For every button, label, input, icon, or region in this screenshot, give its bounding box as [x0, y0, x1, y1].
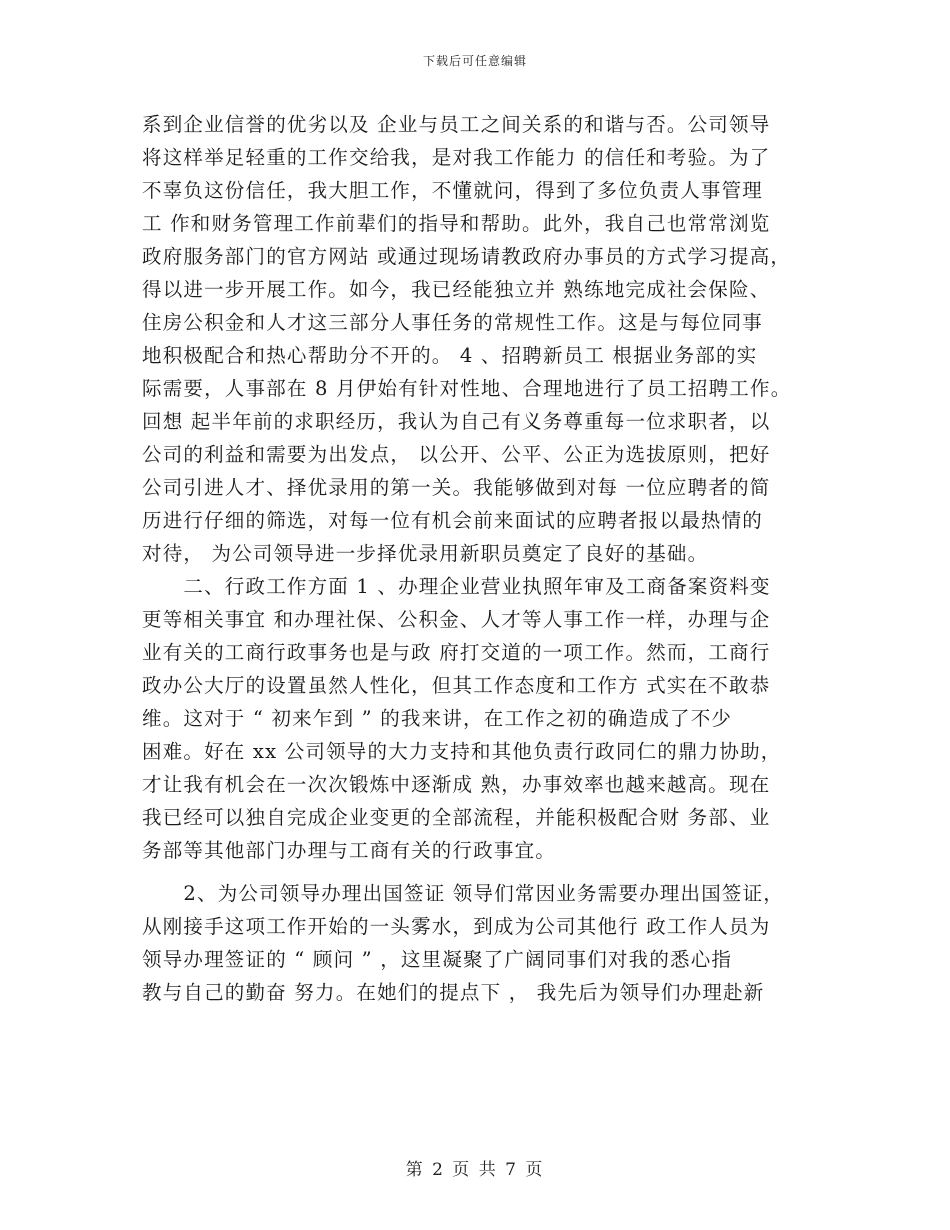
text-line: 更等相关事宜 和办理社保、公积金、人才等人事工作一样，办理与企 — [142, 608, 771, 631]
text-line: 教与自己的勤奋 努力。在她们的提点下 ， 我先后为领导们办理赴新 — [142, 981, 765, 1004]
text-line: 我已经可以独自完成企业变更的全部流程，并能积极配合财 务部、业 — [142, 806, 771, 829]
text-line: 历进行仔细的筛选，对每一位有机会前来面试的应聘者报以最热情的 — [142, 509, 764, 532]
text-line: 才让我有机会在一次次锻炼中逐渐成 熟，办事效率也越来越高。现在 — [142, 773, 771, 796]
text-line: 困难。好在 xx 公司领导的大力支持和其他负责行政同仁的鼎力协助， — [142, 740, 782, 763]
text-line: 公司的利益和需要为出发点， 以公开、公平、公正为选拔原则，把好 — [142, 443, 771, 466]
text-line: 业有关的工商行政事务也是与政 府打交道的一项工作。然而，工商行 — [142, 641, 771, 664]
document-body — [142, 108, 812, 1009]
text-line: 公司引进人才、择优录用的第一关。我能够做到对每 一位应聘者的简 — [142, 476, 771, 499]
text-line: 政办公大厅的设置虽然人性化，但其工作态度和工作方 式实在不敢恭 — [142, 674, 771, 697]
paragraph-start-line: 二、行政工作方面 1 、办理企业营业执照年审及工商备案资料变 — [142, 575, 771, 598]
page-header-note: 下载后可任意编辑 — [422, 54, 527, 68]
text-line: 际需要，人事部在 8 月伊始有针对性地、合理地进行了员工招聘工作。 — [142, 377, 792, 400]
text-line: 将这样举足轻重的工作交给我，是对我工作能力 的信任和考验。为了 — [142, 146, 771, 169]
text-line: 回想 起半年前的求职经历，我认为自己有义务尊重每一位求职者，以 — [142, 410, 771, 433]
text-line: 领导办理签证的 “ 顾问 ” ，这里凝聚了广阔同事们对我的悉心指 — [142, 948, 733, 971]
paragraph-start-line: 2、为公司领导办理出国签证 领导们常因业务需要办理出国签证， — [142, 882, 785, 905]
text-line: 不辜负这份信任，我大胆工作，不懂就问，得到了多位负责人事管理 — [142, 179, 764, 202]
page-number: 第 2 页 共 7 页 — [405, 1160, 545, 1180]
text-line: 从刚接手这项工作开始的一头雾水，到成为公司其他行 政工作人员为 — [142, 915, 771, 938]
text-line: 务部等其他部门办理与工商有关的行政事宜。 — [142, 839, 557, 862]
text-line: 地积极配合和热心帮助分不开的。 4 、招聘新员工 根据业务部的实 — [142, 344, 758, 367]
text-line: 工 作和财务管理工作前辈们的指导和帮助。此外，我自己也常常浏览 — [142, 212, 771, 235]
text-line: 维。这对于 “ 初来乍到 ” 的我来讲，在工作之初的确造成了不少 — [142, 707, 733, 730]
text-line: 系到企业信誉的优劣以及 企业与员工之间关系的和谐与否。公司领导 — [142, 113, 771, 136]
text-line: 住房公积金和人才这三部分人事任务的常规性工作。这是与每位同事 — [142, 311, 764, 334]
text-line: 政府服务部门的官方网站 或通过现场请教政府办事员的方式学习提高， — [142, 245, 792, 268]
text-line: 得以进一步开展工作。如今，我已经能独立并 熟练地完成社会保险、 — [142, 278, 771, 301]
text-line: 对待， 为公司领导进一步择优录用新职员奠定了良好的基础。 — [142, 542, 709, 565]
